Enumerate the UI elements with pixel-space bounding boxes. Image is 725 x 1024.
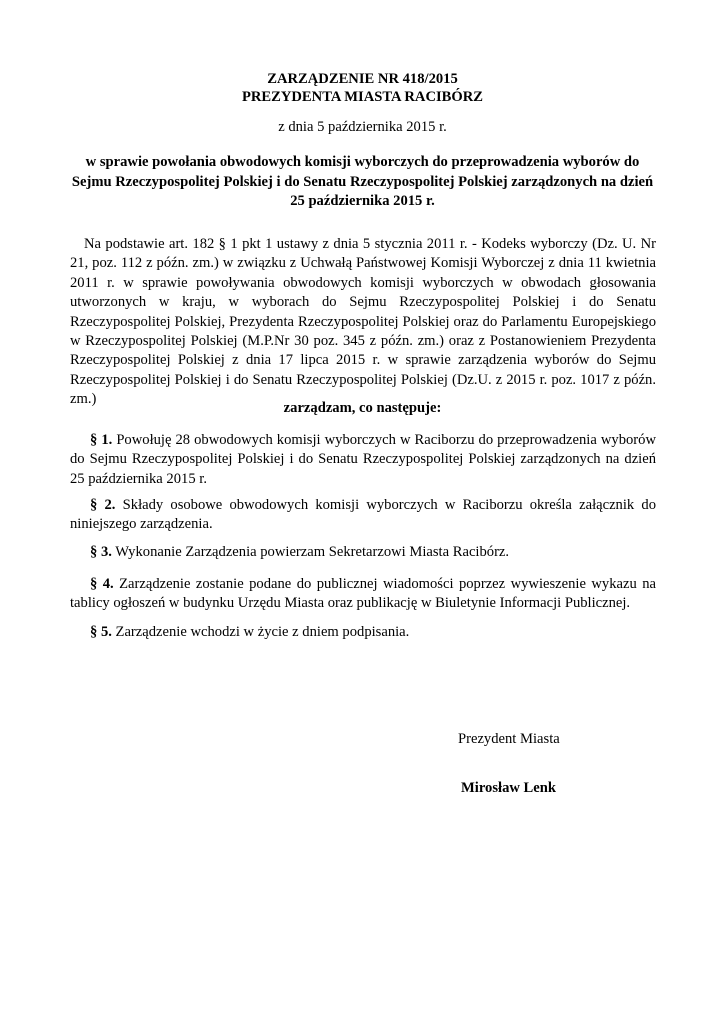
decree-phrase: zarządzam, co następuje: <box>283 400 442 416</box>
section-5 <box>70 623 656 642</box>
section-4 <box>70 575 656 614</box>
signer-name: Mirosław Lenk <box>461 780 557 796</box>
title-line-2: PREZYDENTA MIASTA RACIBÓRZ <box>241 89 484 105</box>
section-3 <box>70 543 656 562</box>
section-3-text: Wykonanie Zarządzenia powierzam Sekretarzowi Miasta Racibórz. <box>111 544 510 560</box>
section-3-number: § 3. <box>90 544 112 560</box>
section-1 <box>70 431 656 489</box>
document-date: z dnia 5 października 2015 r. <box>278 119 447 135</box>
document-subject: w sprawie powołania obwodowych komisji wyborczych do przeprowadzenia wyborów do Sejmu Rzeczypospolitej Polskiej i do Senatu Rzeczypospolitej Polskiej zarządzonych na dzień 25 października 2015 r. <box>71 154 654 209</box>
document-title <box>70 70 655 106</box>
signer-title: Prezydent Miasta <box>458 731 560 747</box>
section-5-text: Zarządzenie wchodzi w życie z dniem podpisania. <box>111 624 410 640</box>
section-5-number: § 5. <box>90 624 112 640</box>
section-4-number: § 4. <box>90 576 114 592</box>
section-2 <box>70 496 656 535</box>
section-2-text: Składy osobowe obwodowych komisji wyborczych w Raciborzu określa załącznik do niniejszego zarządzenia. <box>70 497 657 533</box>
title-line-1: ZARZĄDZENIE NR 418/2015 <box>267 71 458 87</box>
section-1-number: § 1. <box>90 432 113 448</box>
section-4-text: Zarządzenie zostanie podane do publicznej wiadomości poprzez wywieszenie wykazu na tablicy ogłoszeń w budynku Urzędu Miasta oraz publikację w Biuletynie Informacji Publicznej. <box>70 576 656 612</box>
section-2-number: § 2. <box>90 497 116 513</box>
preamble-paragraph: Na podstawie art. 182 § 1 pkt 1 ustawy z dnia 5 stycznia 2011 r. - Kodeks wyborczy (Dz. U. Nr 21, poz. 112 z późn. zm.) w związku z Uchwałą Państwowej Komisji Wyborczej z dnia 11 kwietnia 2011 r. w sprawie powoływania obwodowych komisji wyborczych w obwodach głosowania utworzonych w kraju, w wyborach do Sejmu Rzeczypospolitej Polskiej i do Senatu Rzeczypospolitej Polskiej, Prezydenta Rzeczypospolitej Polskiej oraz do Parlamentu Europejskiego w Rzeczypospolitej Polskiej (M.P.Nr 30 poz. 345 z późn. zm.) oraz z Postanowieniem Prezydenta Rzeczypospolitej Polskiej z dnia 17 lipca 2015 r. w sprawie zarządzenia wyborów do Sejmu Rzeczypospolitej Polskiej i do Senatu Rzeczypospolitej Polskiej (Dz.U. z 2015 r. poz. 1017 z późn. zm.) <box>70 236 656 408</box>
section-1-text: Powołuję 28 obwodowych komisji wyborczych w Raciborzu do przeprowadzenia wyborów do Sejmu Rzeczypospolitej Polskiej i do Senatu Rzeczypospolitej Polskiej zarządzonych na dzień 25 października 2015 r. <box>70 432 656 487</box>
